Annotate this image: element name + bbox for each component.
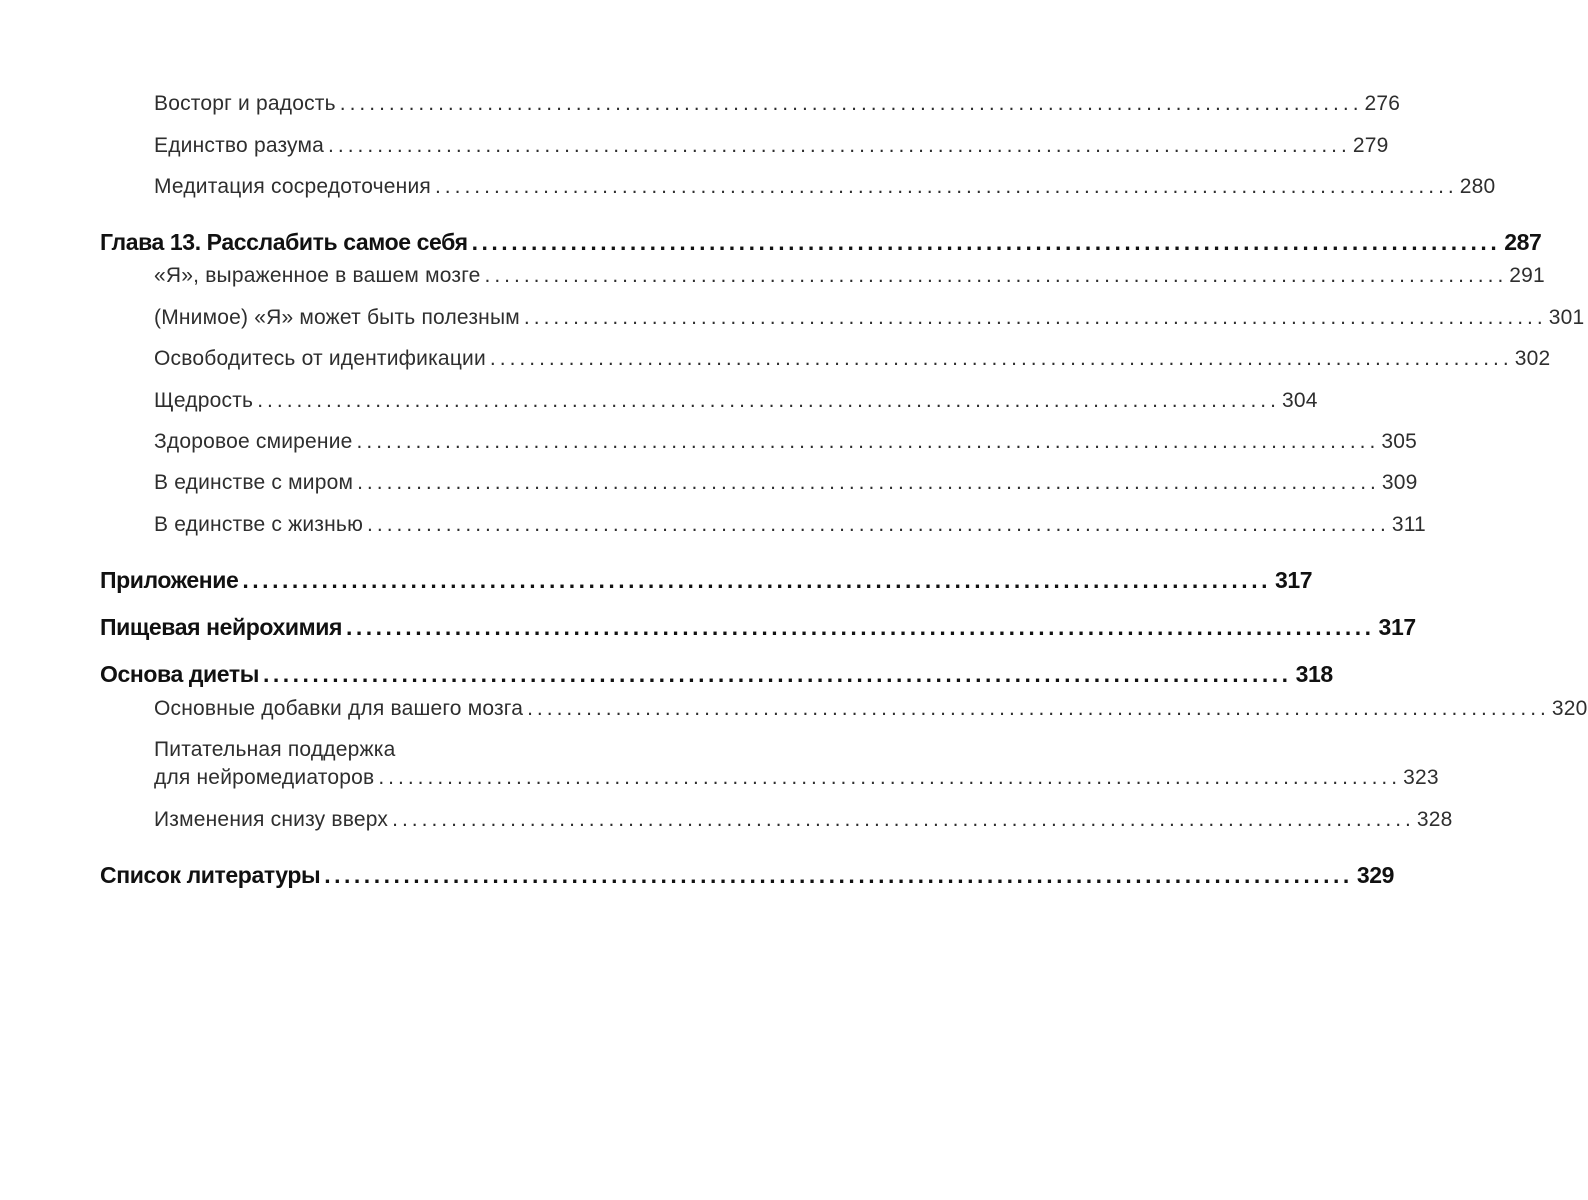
toc-entry-title: Медитация сосредоточения xyxy=(154,175,431,198)
toc-entry[interactable] xyxy=(154,175,1496,199)
dot-leader: ........................................................................................................ xyxy=(392,808,1415,831)
toc-entry[interactable] xyxy=(154,264,1545,288)
toc-entry[interactable] xyxy=(154,430,1417,454)
toc-entry[interactable] xyxy=(154,513,1426,537)
toc-entry-title: Щедрость xyxy=(154,389,254,412)
dot-leader: ........................................................................................................ xyxy=(242,567,1271,593)
dot-leader: ........................................................................................................ xyxy=(527,697,1550,720)
dot-leader: ........................................................................................................ xyxy=(345,614,1375,640)
toc-chapter-entry[interactable] xyxy=(100,229,1542,256)
toc-entry-page: 320 xyxy=(1551,697,1588,720)
toc-entry-page: 276 xyxy=(1364,92,1401,115)
dot-leader: ........................................................................................................ xyxy=(262,661,1292,687)
toc-entry-title: Единство разума xyxy=(154,134,325,157)
dot-leader: ........................................................................................................ xyxy=(324,862,1353,888)
dot-leader: ........................................................................................................ xyxy=(489,347,1513,370)
toc-entry-page: 291 xyxy=(1509,264,1545,287)
toc-entry-title: (Мнимое) «Я» может быть полезным xyxy=(154,306,520,329)
toc-entry[interactable] xyxy=(154,306,1585,330)
toc-entry-title: «Я», выраженное в вашем мозге xyxy=(154,264,481,287)
toc-entry-title: В единстве с миром xyxy=(154,471,354,494)
toc-chapter-entry[interactable] xyxy=(100,661,1333,688)
toc-entry-title: Освободитесь от идентификации xyxy=(154,347,486,370)
toc-entry-title: Восторг и радость xyxy=(154,92,336,115)
toc-entry-title: Основные добавки для вашего мозга xyxy=(154,697,524,720)
toc-entry-page: 304 xyxy=(1281,389,1318,412)
toc-chapter-title: Основа диеты xyxy=(100,661,259,687)
table-of-contents xyxy=(100,0,1588,1200)
toc-chapter-page: 317 xyxy=(1274,567,1313,593)
toc-entry-page: 323 xyxy=(1403,766,1439,789)
toc-chapter-page: 318 xyxy=(1295,661,1333,687)
toc-entry-title: Здоровое смирение xyxy=(154,430,353,453)
toc-chapter-page: 329 xyxy=(1356,862,1395,888)
toc-entry-page: 279 xyxy=(1352,134,1389,157)
dot-leader: ........................................................................................................ xyxy=(471,229,1501,255)
toc-chapter-title: Приложение xyxy=(100,567,239,593)
toc-entry[interactable] xyxy=(154,808,1453,832)
toc-chapter-page: 287 xyxy=(1504,229,1542,255)
toc-entry-page: 328 xyxy=(1416,808,1453,831)
dot-leader: ........................................................................................................ xyxy=(357,471,1380,494)
toc-entry-title: В единстве с жизнью xyxy=(154,513,364,536)
toc-entry[interactable] xyxy=(154,697,1588,721)
dot-leader: ........................................................................................................ xyxy=(356,430,1380,453)
toc-chapter-page: 317 xyxy=(1378,614,1416,640)
toc-entry[interactable] xyxy=(154,134,1389,158)
toc-entry[interactable] xyxy=(154,92,1401,116)
toc-entry-page: 309 xyxy=(1381,471,1418,494)
toc-entry-page: 311 xyxy=(1391,513,1426,536)
toc-chapter-title: Список литературы xyxy=(100,862,321,888)
toc-chapter-entry[interactable] xyxy=(100,567,1313,594)
dot-leader: ........................................................................................................ xyxy=(367,513,1390,536)
toc-entry-page: 305 xyxy=(1381,430,1417,453)
dot-leader: ........................................................................................................ xyxy=(434,175,1458,198)
toc-entry-title: для нейромедиаторов xyxy=(154,766,375,789)
dot-leader: ........................................................................................................ xyxy=(484,264,1508,287)
toc-entry[interactable] xyxy=(154,766,1439,790)
dot-leader: ........................................................................................................ xyxy=(523,306,1547,329)
toc-chapter-entry[interactable] xyxy=(100,862,1395,889)
dot-leader: ........................................................................................................ xyxy=(339,92,1363,115)
dot-leader: ........................................................................................................ xyxy=(378,766,1402,789)
toc-entry[interactable] xyxy=(154,347,1551,371)
toc-entry-title: Изменения снизу вверх xyxy=(154,808,389,831)
toc-entry-page: 302 xyxy=(1514,347,1551,370)
toc-entry-page: 301 xyxy=(1548,306,1585,329)
toc-chapter-title: Пищевая нейрохимия xyxy=(100,614,342,640)
toc-entry-page: 280 xyxy=(1459,175,1496,198)
toc-entry[interactable] xyxy=(154,389,1318,413)
dot-leader: ........................................................................................................ xyxy=(328,134,1351,157)
toc-entry[interactable] xyxy=(154,471,1418,495)
toc-chapter-title: Глава 13. Расслабить самое себя xyxy=(100,229,468,255)
toc-chapter-entry[interactable] xyxy=(100,614,1416,641)
toc-entry-title-line1: Питательная поддержка xyxy=(154,738,396,761)
dot-leader: ........................................................................................................ xyxy=(257,389,1280,412)
